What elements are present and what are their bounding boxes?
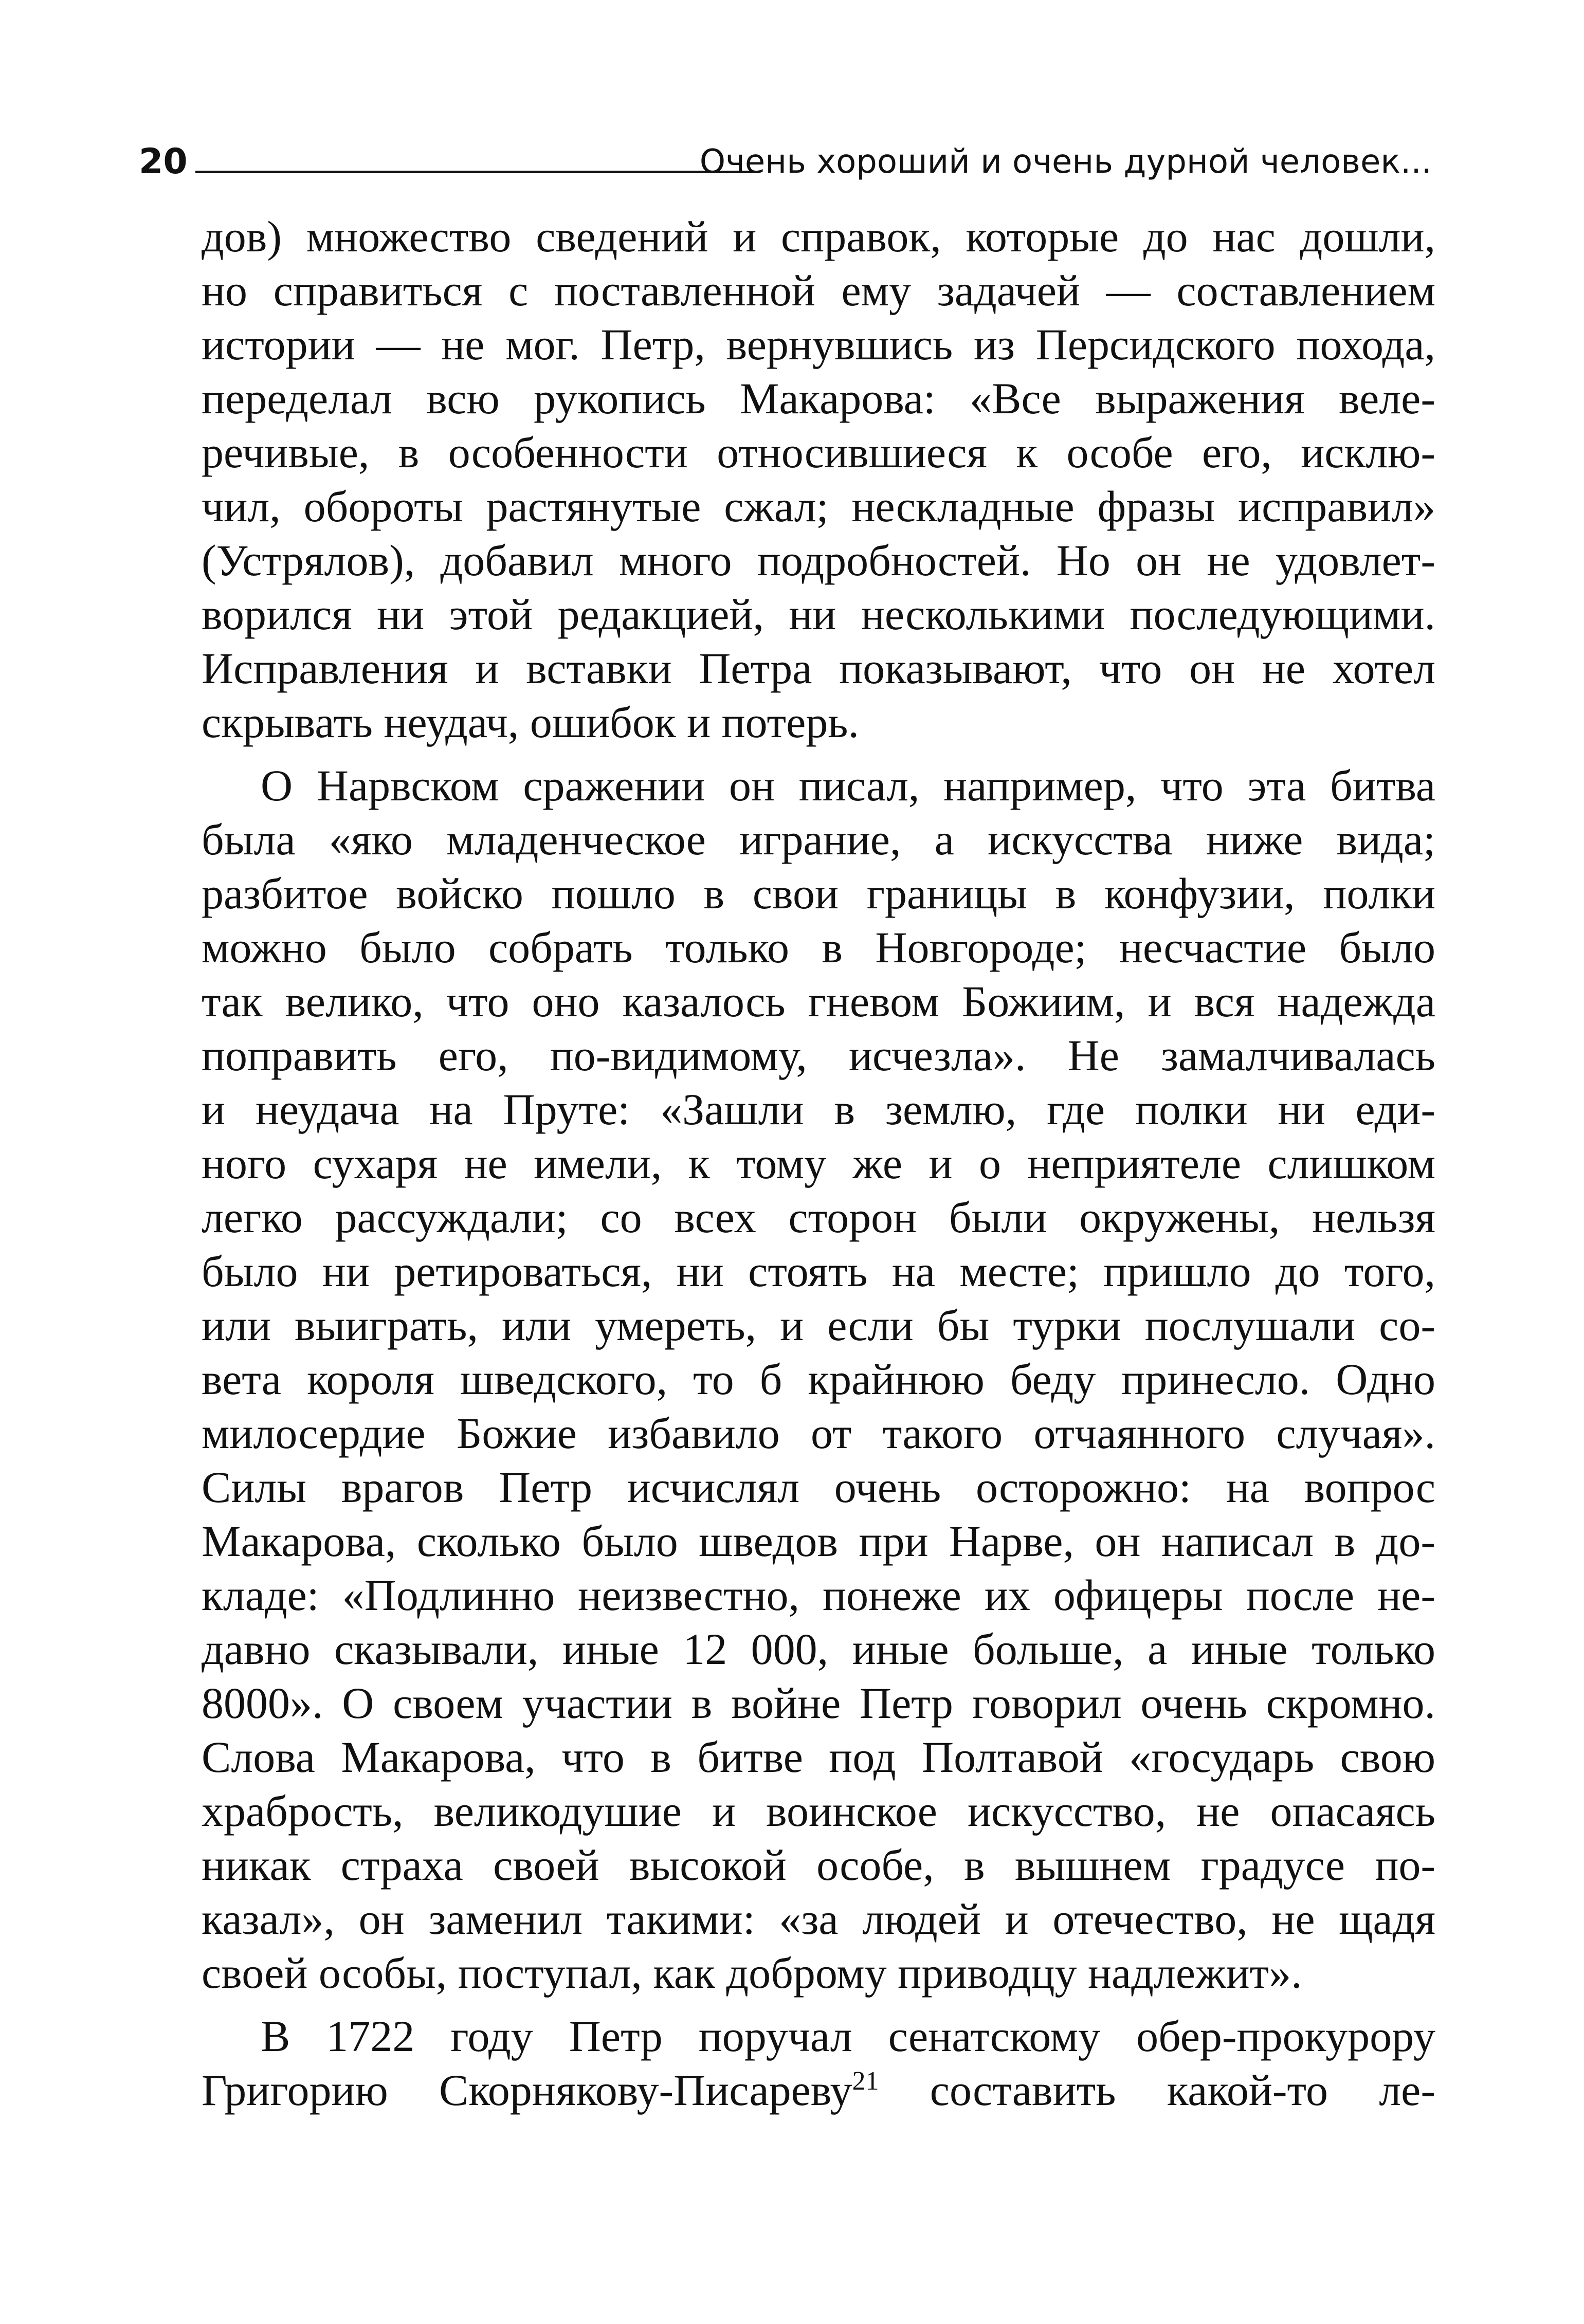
text-line: никак страха своей высокой особе, в вышнем градусе по- [202,1840,1435,1890]
text-line: Слова Макарова, что в битве под Полтавой «государь свою [202,1732,1435,1782]
text-line: ного сухаря не имели, к тому же и о неприятеле слишком [202,1139,1435,1188]
paragraph-2 [202,759,1435,2000]
text-line: дов) множество сведений и справок, которые до нас дошли, [202,212,1435,261]
text-line: разбитое войско пошло в свои границы в конфузии, полки [202,869,1435,918]
text-line [202,2063,1435,2117]
text-line: переделал всю рукопись Макарова: «Все выражения веле- [202,374,1435,423]
page-number: 20 [139,141,188,182]
text-line: казал», он заменил такими: «за людей и отечество, не щадя [202,1894,1435,1944]
running-title: Очень хороший и очень дурной человек... [699,143,1432,181]
text-run: составить какой-то ле- [879,2065,1435,2115]
text-line: речивые, в особенности относившиеся к особе его, исклю- [202,428,1435,477]
text-line: милосердие Божие избавило от такого отчаянного случая». [202,1408,1435,1458]
text-line: скрывать неудач, ошибок и потерь. [202,698,859,747]
text-line: истории — не мог. Петр, вернувшись из Персидского похода, [202,320,1435,369]
footnote-reference[interactable]: 21 [852,2066,879,2096]
paragraph-1 [202,210,1435,749]
header-rule [195,171,753,173]
text-line: можно было собрать только в Новгороде; несчастие было [202,923,1435,972]
paragraph-3 [202,2009,1435,2117]
text-line: легко рассуждали; со всех сторон были окружены, нельзя [202,1193,1435,1242]
text-line: так велико, что оно казалось гневом Божиим, и вся надежда [202,977,1435,1026]
text-line: и неудача на Пруте: «Зашли в землю, где полки ни еди- [202,1085,1435,1134]
running-head [139,139,1432,185]
body-text [202,210,1435,2117]
text-line: своей особы, поступал, как доброму приводцу надлежит». [202,1948,1302,1998]
text-line: вета короля шведского, то б крайнюю беду принесло. Одно [202,1355,1435,1404]
text-line: была «яко младенческое играние, а искусства ниже вида; [202,815,1435,864]
text-line: Силы врагов Петр исчислял очень осторожно: на вопрос [202,1462,1435,1512]
text-line: 8000». О своем участии в войне Петр говорил очень скромно. [202,1678,1435,1728]
text-line: (Устрялов), добавил много подробностей. Но он не удовлет- [202,536,1435,585]
text-line: давно сказывали, иные 12 000, иные больше, а иные только [202,1624,1435,1674]
text-run: Григорию Скорнякову-Писареву [202,2065,852,2115]
text-line: храбрость, великодушие и воинское искусство, не опасаясь [202,1786,1435,1836]
text-line: О Нарвском сражении он писал, например, что эта битва [261,761,1435,810]
text-line: было ни ретироваться, ни стоять на месте; пришло до того, [202,1247,1435,1296]
text-line: или выиграть, или умереть, и если бы турки послушали со- [202,1301,1435,1350]
text-line: Исправления и вставки Петра показывают, что он не хотел [202,644,1435,693]
text-line: Макарова, сколько было шведов при Нарве, он написал в до- [202,1516,1435,1566]
text-line: ворился ни этой редакцией, ни несколькими последующими. [202,590,1435,639]
text-line: поправить его, по-видимому, исчезла». Не замалчивалась [202,1031,1435,1080]
text-line: В 1722 году Петр поручал сенатскому обер-прокурору [261,2011,1435,2061]
text-line: кладе: «Подлинно неизвестно, понеже их офицеры после не- [202,1570,1435,1620]
text-line: чил, обороты растянутые сжал; нескладные фразы исправил» [202,482,1435,531]
text-line: но справиться с поставленной ему задачей — составлением [202,266,1435,315]
